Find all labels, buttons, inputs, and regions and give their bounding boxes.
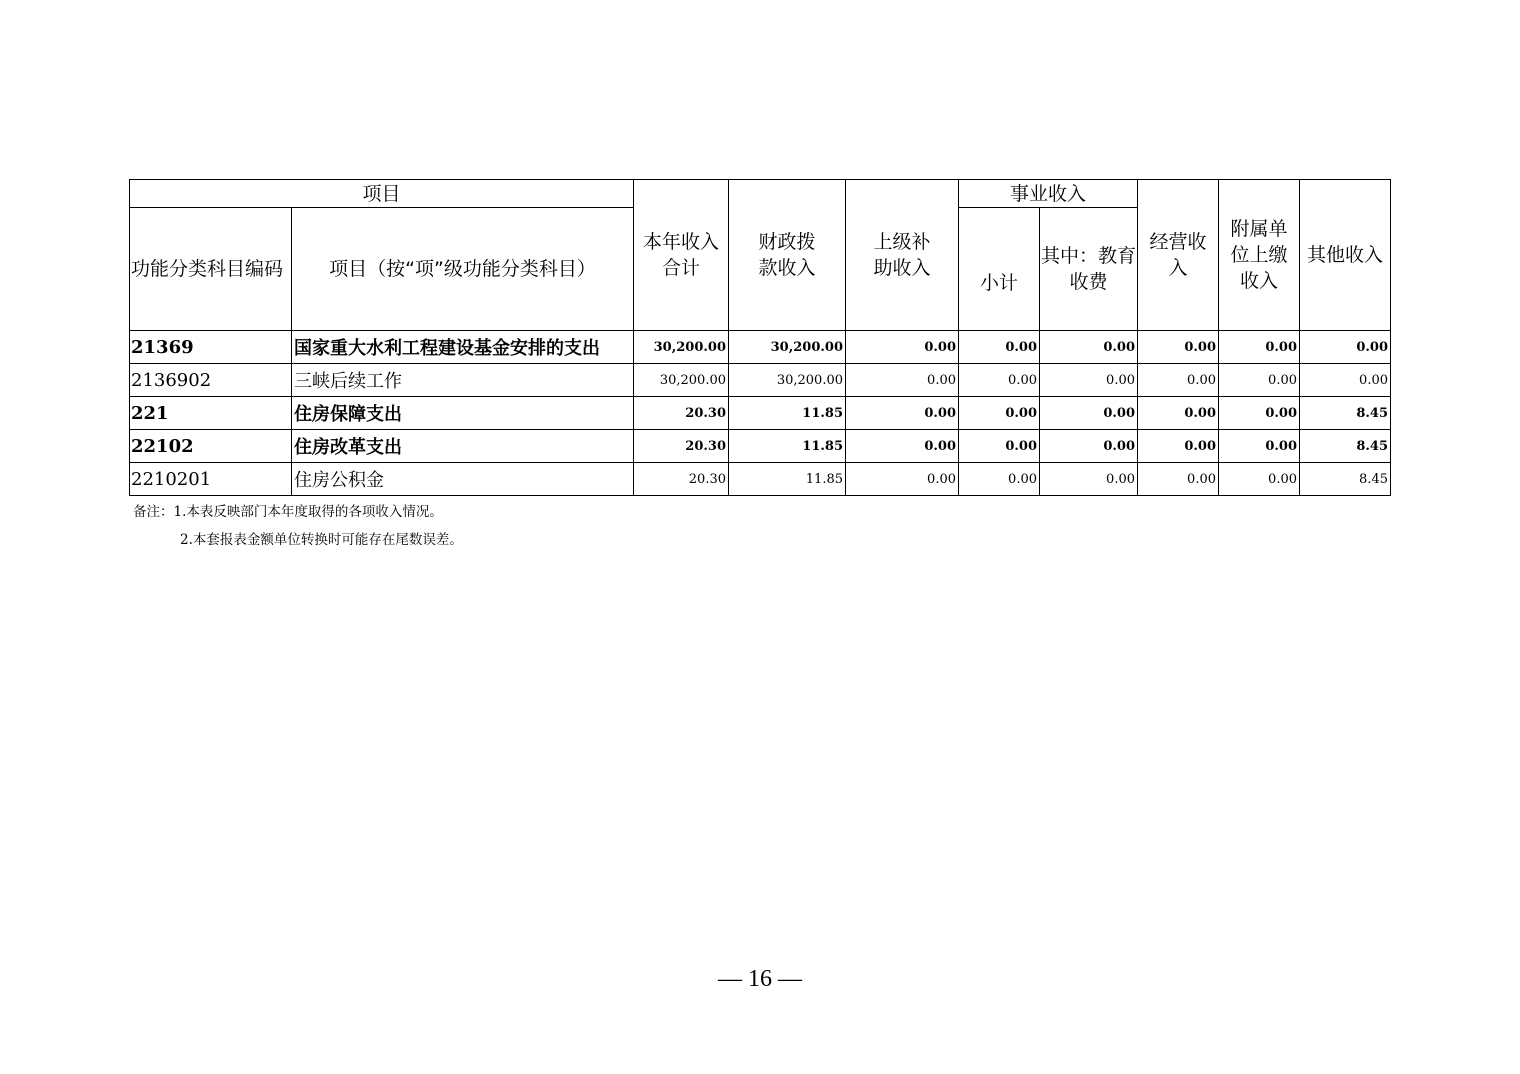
cell-subtotal: 0.00 <box>959 430 1040 463</box>
cell-operating: 0.00 <box>1138 364 1219 397</box>
cell-other: 8.45 <box>1300 397 1391 430</box>
cell-fiscal: 11.85 <box>729 397 846 430</box>
header-operating: 经营收 入 <box>1138 180 1219 331</box>
cell-superior: 0.00 <box>846 430 959 463</box>
cell-other: 8.45 <box>1300 463 1391 496</box>
cell-fiscal: 11.85 <box>729 463 846 496</box>
header-affiliated: 附属单 位上缴 收入 <box>1219 180 1300 331</box>
cell-subtotal: 0.00 <box>959 397 1040 430</box>
header-total: 本年收入 合计 <box>634 180 729 331</box>
table-row <box>130 397 1391 430</box>
cell-other: 8.45 <box>1300 430 1391 463</box>
cell-code: 2136902 <box>130 364 292 397</box>
cell-fiscal: 11.85 <box>729 430 846 463</box>
cell-operating: 0.00 <box>1138 397 1219 430</box>
cell-name: 住房改革支出 <box>292 430 634 463</box>
header-career-income: 事业收入 <box>959 180 1138 208</box>
cell-subtotal: 0.00 <box>959 463 1040 496</box>
table-row <box>130 331 1391 364</box>
cell-total: 30,200.00 <box>634 331 729 364</box>
cell-total: 20.30 <box>634 397 729 430</box>
cell-other: 0.00 <box>1300 364 1391 397</box>
cell-subtotal: 0.00 <box>959 331 1040 364</box>
table-row <box>130 364 1391 397</box>
cell-name: 国家重大水利工程建设基金安排的支出 <box>292 331 634 364</box>
cell-operating: 0.00 <box>1138 430 1219 463</box>
header-superior: 上级补 助收入 <box>846 180 959 331</box>
cell-code: 21369 <box>130 331 292 364</box>
table-row <box>130 430 1391 463</box>
cell-affiliated: 0.00 <box>1219 430 1300 463</box>
page-number: — 16 — <box>718 966 802 992</box>
note-line-1: 备注：1.本表反映部门本年度取得的各项收入情况。 <box>133 504 443 520</box>
cell-superior: 0.00 <box>846 331 959 364</box>
header-edu: 其中：教育 收费 <box>1040 208 1138 331</box>
cell-operating: 0.00 <box>1138 463 1219 496</box>
cell-affiliated: 0.00 <box>1219 397 1300 430</box>
cell-affiliated: 0.00 <box>1219 463 1300 496</box>
cell-name: 住房公积金 <box>292 463 634 496</box>
cell-code: 22102 <box>130 430 292 463</box>
cell-edu: 0.00 <box>1040 463 1138 496</box>
header-code: 功能分类科目编码 <box>130 208 292 331</box>
note-line-2: 2.本套报表金额单位转换时可能存在尾数误差。 <box>180 532 463 548</box>
table-row <box>130 463 1391 496</box>
cell-code: 221 <box>130 397 292 430</box>
cell-superior: 0.00 <box>846 463 959 496</box>
cell-operating: 0.00 <box>1138 331 1219 364</box>
header-name: 项目（按“项”级功能分类科目） <box>292 208 634 331</box>
cell-edu: 0.00 <box>1040 331 1138 364</box>
cell-edu: 0.00 <box>1040 364 1138 397</box>
cell-name: 住房保障支出 <box>292 397 634 430</box>
cell-total: 20.30 <box>634 463 729 496</box>
header-project: 项目 <box>130 180 634 208</box>
cell-fiscal: 30,200.00 <box>729 331 846 364</box>
cell-total: 30,200.00 <box>634 364 729 397</box>
cell-affiliated: 0.00 <box>1219 364 1300 397</box>
header-other: 其他收入 <box>1300 180 1391 331</box>
income-table <box>129 179 1391 496</box>
header-fiscal: 财政拨 款收入 <box>729 180 846 331</box>
cell-code: 2210201 <box>130 463 292 496</box>
cell-affiliated: 0.00 <box>1219 331 1300 364</box>
cell-subtotal: 0.00 <box>959 364 1040 397</box>
cell-edu: 0.00 <box>1040 397 1138 430</box>
cell-superior: 0.00 <box>846 397 959 430</box>
cell-total: 20.30 <box>634 430 729 463</box>
cell-other: 0.00 <box>1300 331 1391 364</box>
cell-fiscal: 30,200.00 <box>729 364 846 397</box>
cell-edu: 0.00 <box>1040 430 1138 463</box>
header-subtotal: 小计 <box>959 208 1040 331</box>
cell-superior: 0.00 <box>846 364 959 397</box>
cell-name: 三峡后续工作 <box>292 364 634 397</box>
